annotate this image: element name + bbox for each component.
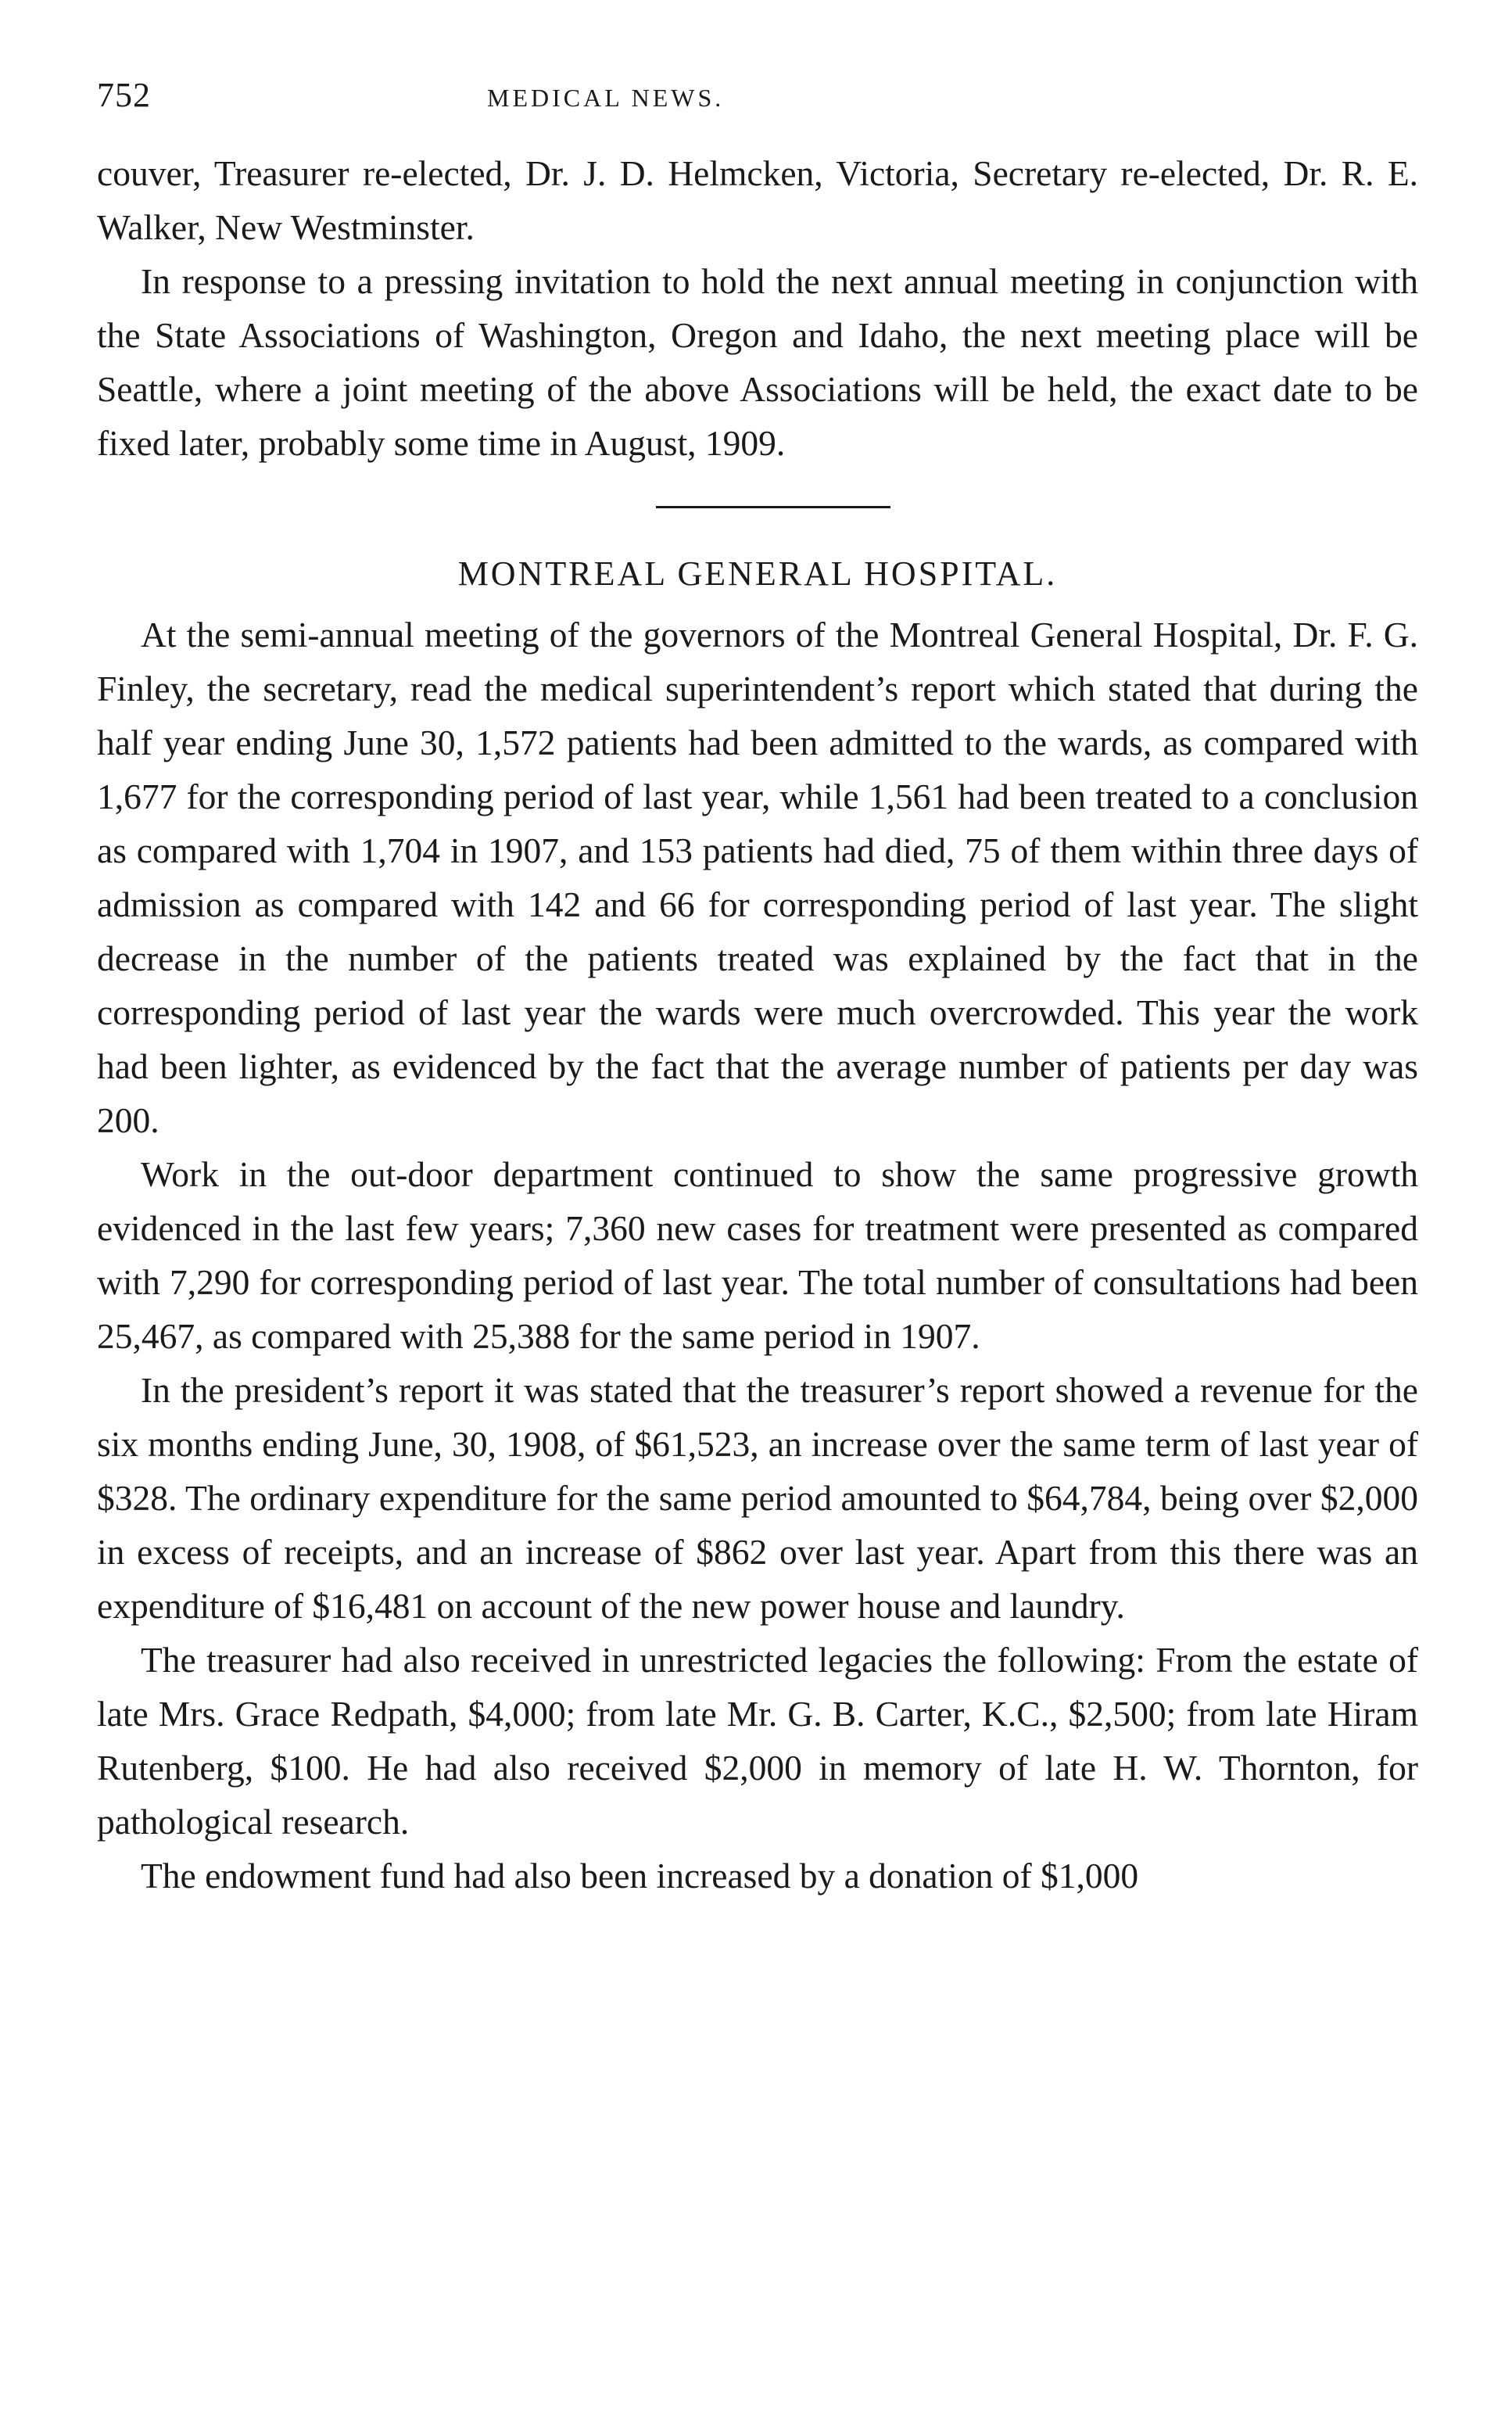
divider-rule bbox=[656, 506, 890, 508]
journal-title: MEDICAL NEWS. bbox=[487, 84, 725, 112]
paragraph-continued: couver, Treasurer re-elected, Dr. J. D. Helmcken, Victoria, Secretary re-elected, Dr. R. E. Walker, New Westminster. bbox=[97, 153, 1418, 247]
paragraph-presidents-report: In the president’s report it was stated that the treasurer’s report showed a revenue for the six months ending June, 30, 1908, of $61,523, an increase over the same term of last year of $328. The ordinary expenditure for the same period amounted to $64,784, being over $2,000 in excess of receipts, and an increase of $862 over last year. Apart from this there was an expenditure of $16,481 on account of the new power house and laundry. bbox=[97, 1370, 1418, 1626]
paragraph-semi-annual-meeting: At the semi-annual meeting of the governors of the Montreal General Hospital, Dr. F. G. Finley, the secretary, read the medical superintendent’s report which stated that during the half year ending June 30, 1,572 patients had been admitted to the wards, as compared with 1,677 for the corresponding period of last year, while 1,561 had been treated to a conclusion as compared with 1,704 in 1907, and 153 patients had died, 75 of them within three days of admission as compared with 142 and 66 for corresponding period of last year. The slight decrease in the number of the patients treated was explained by the fact that in the corresponding period of last year the wards were much overcrowded. This year the work had been lighter, as evidenced by the fact that the average number of patients per day was 200. bbox=[97, 615, 1418, 1140]
paragraph-meeting-place: In response to a pressing invitation to hold the next annual meeting in conjunction with the State Associations of Washington, Oregon and Idaho, the next meeting place will be Seattle, where a joint meeting of the above Associations will be held, the exact date to be fixed later, probably some time in August, 1909. bbox=[97, 261, 1418, 463]
running-head bbox=[97, 75, 1418, 115]
section-divider bbox=[97, 506, 1418, 508]
section-heading: MONTREAL GENERAL HOSPITAL. bbox=[457, 554, 1058, 593]
paragraph-legacies: The treasurer had also received in unrestricted legacies the following: From the estate of late Mrs. Grace Redpath, $4,000; from late Mr. G. B. Carter, K.C., $2,500; from late Hiram Rutenberg, $100. He had also received $2,000 in memory of late H. W. Thornton, for pathological research. bbox=[97, 1640, 1418, 1842]
page-number: 752 bbox=[97, 76, 151, 114]
paragraph-out-door-department: Work in the out-door department continued to show the same progressive growth evidenced in the last few years; 7,360 new cases for treatment were presented as compared with 7,290 for corresponding period of last year. The total number of consultations had been 25,467, as compared with 25,388 for the same period in 1907. bbox=[97, 1154, 1418, 1356]
paragraph-endowment-fund: The endowment fund had also been increased by a donation of $1,000 bbox=[141, 1856, 1139, 1896]
